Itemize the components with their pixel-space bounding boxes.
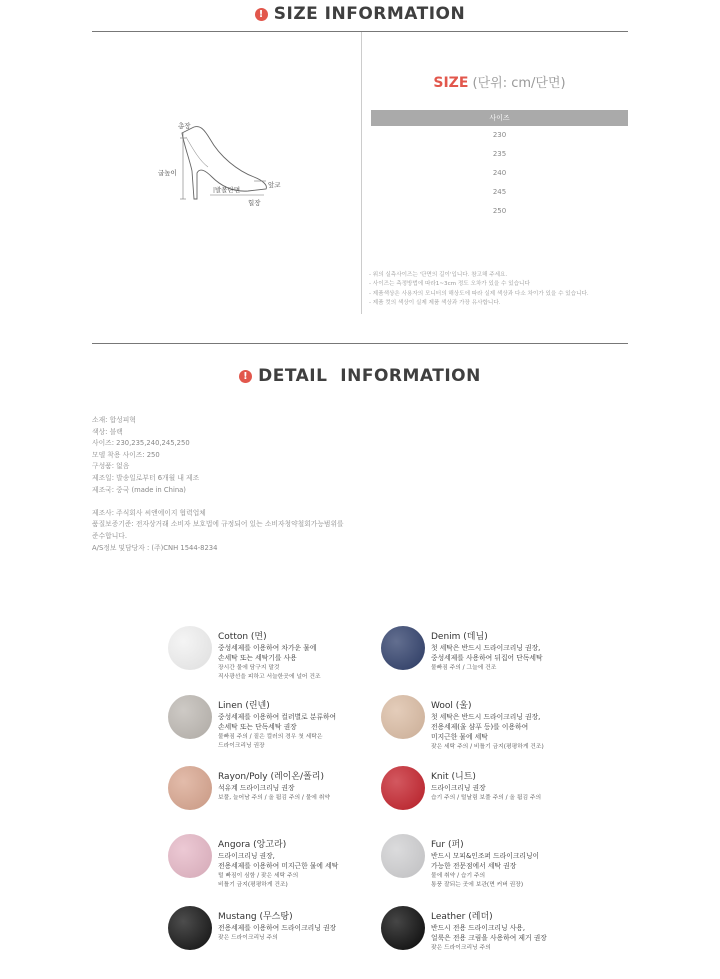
mustang-care-desc — [218, 923, 336, 933]
care-desc-line: 석유계 드라이크리닝 권장 — [218, 784, 295, 792]
mustang-care-note — [218, 934, 278, 943]
size-row: 240 — [492, 169, 507, 177]
care-desc-line: 반드시 전용 드라이크리닝 사용, — [431, 924, 525, 932]
leather-care-desc — [431, 923, 547, 943]
care-desc-line: 드라이크리닝 권장, — [218, 852, 275, 860]
cotton-care-title: Cotton (면) — [218, 632, 267, 642]
label-total-length: 총장 — [178, 122, 191, 130]
wool-care-note — [431, 743, 544, 752]
fur-care-note — [431, 872, 523, 889]
linen-care-title: Linen (린넨) — [218, 701, 270, 711]
detail-line: 품질보증기준: 전자상거래 소비자 보호법에 규정되어 있는 소비자청약철회가능범위를 — [92, 520, 344, 529]
size-table — [371, 110, 628, 221]
knit-fabric-icon — [381, 766, 425, 810]
angora-care-note — [218, 872, 298, 889]
care-desc-line: 전용세제(울 샴푸 등)를 이용하여 — [431, 723, 529, 731]
detail-line: 준수합니다. — [92, 531, 127, 540]
detail-line: 소재: 합성피혁 — [92, 416, 136, 424]
detail-line: 모델 착용 사이즈: 250 — [92, 450, 160, 459]
spacer — [92, 496, 344, 508]
denim-care-desc — [431, 643, 543, 663]
detail-line: 구성품: 없음 — [92, 462, 130, 471]
wool-fabric-icon — [381, 695, 425, 739]
size-note: - 제품 컷의 색상이 실제 제품 색상과 가장 유사합니다. — [369, 299, 501, 306]
rayonpoly-care-title: Rayon/Poly (레이온/폴리) — [218, 772, 324, 782]
label-heel-height: 굽높이 — [158, 169, 177, 177]
cotton-fabric-icon — [168, 626, 212, 670]
detail-line: 색상: 블랙 — [92, 427, 123, 436]
care-note-line: 통풍 잘되는 곳에 보관(면 커버 권장) — [431, 881, 524, 888]
cotton-care-note — [218, 664, 321, 681]
label-front-height: 앞코 — [268, 181, 281, 189]
care-desc-line: 얼룩은 전용 크림을 사용하여 제거 권장 — [431, 934, 547, 942]
care-desc-line: 첫 세탁은 반드시 드라이크리닝 권장, — [431, 644, 541, 652]
detail-line: 제조일: 발송일로부터 6개월 내 제조 — [92, 473, 200, 482]
divider — [92, 31, 628, 32]
wool-care-title: Wool (울) — [431, 701, 472, 711]
care-note-line: 습기 주의 / 털날림 보풀 주의 / 올 튐김 주의 — [431, 795, 542, 801]
care-desc-line: 중성세제를 이용하여 차가운 물에 — [218, 644, 317, 652]
divider — [361, 32, 362, 314]
size-row: 230 — [492, 131, 507, 139]
detail-line: 제조사: 주식회사 씨앤에이지 협력업체 — [92, 508, 206, 517]
care-desc-line: 손세탁 또는 단독세탁 권장 — [218, 723, 297, 731]
denim-care-title: Denim (데님) — [431, 632, 488, 642]
angora-fabric-icon — [168, 834, 212, 878]
size-table-header: 사이즈 — [371, 110, 628, 126]
size-row: 245 — [492, 188, 507, 196]
size-row: 235 — [492, 150, 507, 158]
wool-care-desc — [431, 712, 540, 742]
care-note-line: 직사광선을 피하고 서늘한곳에 널어 건조 — [218, 673, 321, 680]
care-desc-line: 미지근한 물에 세탁 — [431, 733, 488, 741]
divider — [92, 343, 628, 344]
care-note-line: 물빠짐 주의 / 그늘에 건조 — [431, 665, 497, 671]
fur-care-title: Fur (퍼) — [431, 840, 464, 850]
detail-list — [92, 415, 344, 554]
mustang-care-title: Mustang (무스탕) — [218, 912, 293, 922]
linen-fabric-icon — [168, 695, 212, 739]
cotton-care-desc — [218, 643, 316, 663]
size-notes — [369, 271, 589, 308]
care-desc-line: 중성세제를 사용하여 뒤집어 단독세탁 — [431, 654, 543, 662]
knit-care-desc — [431, 783, 486, 793]
fur-care-desc — [431, 851, 539, 871]
size-row: 250 — [492, 207, 507, 215]
detail-section-title: ! DETAIL INFORMATION — [0, 366, 720, 386]
size-note: - 위의 실측사이즈는 '단면의 길이'입니다. 참고해 주세요. — [369, 272, 508, 278]
knit-care-title: Knit (니트) — [431, 772, 476, 782]
care-note-line: 털 빠짐이 심함 / 잦은 세탁 주의 — [218, 873, 299, 879]
alert-icon: ! — [255, 8, 268, 21]
care-note-line: 물빠짐 주의 / 짙은 컬러의 경우 첫 세탁은 — [218, 734, 323, 740]
angora-care-desc — [218, 851, 338, 871]
rayonpoly-care-note — [218, 794, 330, 803]
care-note-line: 비틀기 금지(평평하게 건조) — [218, 881, 288, 888]
care-note-line: 잦은 드라이크리닝 주의 — [218, 935, 278, 941]
size-section-title: ! SIZE INFORMATION — [0, 4, 720, 24]
care-desc-line: 반드시 모피&인조퍼 드라이크리닝이 — [431, 852, 540, 860]
care-note-line: 잦은 드라이크리닝 주의 — [431, 945, 491, 951]
detail-line: 제조국: 중국 (made in China) — [92, 485, 186, 494]
linen-care-note — [218, 733, 322, 750]
denim-care-note — [431, 664, 496, 673]
care-note-line: 물에 취약 / 습기 주의 — [431, 873, 486, 879]
care-note-line: 보풀, 늘어남 주의 / 올 튐김 주의 / 물에 취약 — [218, 795, 330, 801]
care-desc-line: 손세탁 또는 세탁기를 사용 — [218, 654, 297, 662]
care-desc-line: 전용세제를 이용하여 드라이크리닝 권장 — [218, 924, 337, 932]
care-desc-line: 전용세제를 이용하여 미지근한 물에 세탁 — [218, 862, 339, 870]
care-desc-line: 중성세제를 이용하여 컬러별로 분류하여 — [218, 713, 337, 721]
label-heel: 힐장 — [248, 199, 261, 207]
leather-fabric-icon — [381, 906, 425, 950]
size-note: - 사이즈는 측정방법에 따라1~3cm 정도 오차가 있을 수 있습니다 — [369, 281, 530, 288]
knit-care-note — [431, 794, 541, 803]
fur-fabric-icon — [381, 834, 425, 878]
rayonpoly-fabric-icon — [168, 766, 212, 810]
care-desc-line: 드라이크리닝 권장 — [431, 784, 486, 792]
linen-care-desc — [218, 712, 336, 732]
angora-care-title: Angora (앙고라) — [218, 840, 287, 850]
care-desc-line: 가능한 전문점에서 세탁 권장 — [431, 862, 517, 870]
label-sole-width: 발볼단면 — [215, 186, 241, 194]
rayonpoly-care-desc — [218, 783, 295, 793]
care-note-line: 잦은 세탁 주의 / 비틀기 금지(평평하게 건조) — [431, 744, 544, 750]
care-note-line: 장시간 물에 담구지 말것 — [218, 665, 280, 671]
leather-care-note — [431, 944, 491, 953]
denim-fabric-icon — [381, 626, 425, 670]
size-note: - 제품색상은 사용자의 모니터의 해상도에 따라 실제 색상과 다소 차이가 있을 수 있습니다. — [369, 290, 589, 297]
leather-care-title: Leather (레더) — [431, 912, 493, 922]
detail-line: A/S정보 및담당자 : (주)CNH 1544-8234 — [92, 543, 218, 552]
care-desc-line: 첫 세탁은 반드시 드라이크리닝 권장, — [431, 713, 541, 721]
mustang-fabric-icon — [168, 906, 212, 950]
alert-icon: ! — [239, 370, 252, 383]
size-heading: SIZE (단위: cm/단면) — [433, 75, 566, 91]
detail-line: 사이즈: 230,235,240,245,250 — [92, 439, 190, 448]
care-note-line: 드라이크리닝 권장 — [218, 742, 265, 749]
